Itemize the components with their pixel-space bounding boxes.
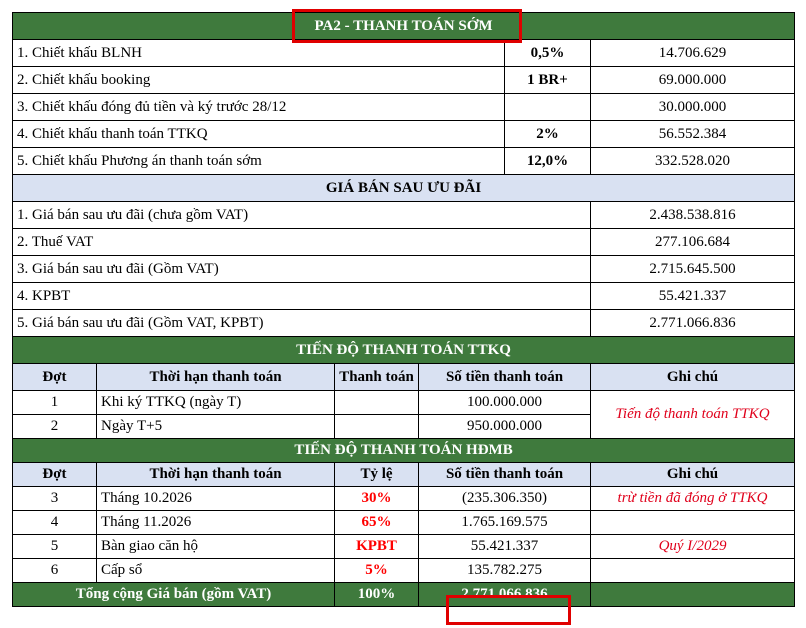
hdmb-term: Tháng 11.2026 [97,511,335,535]
discount-amount: 332.528.020 [591,148,795,175]
discount-label: 3. Chiết khấu đóng đủ tiền và ký trước 28/12 [13,94,505,121]
price-label: 1. Giá bán sau ưu đãi (chưa gồm VAT) [13,202,591,229]
hdmb-term: Cấp sổ [97,559,335,583]
hdmb-dot: 4 [13,511,97,535]
discount-amount: 14.706.629 [591,40,795,67]
hdmb-amount: (235.306.350) [419,487,591,511]
hdmb-rate: 30% [335,487,419,511]
hdmb-amount: 1.765.169.575 [419,511,591,535]
price-label: 4. KPBT [13,283,591,310]
discount-row [13,67,795,94]
col-header-rate: Tỷ lệ [335,463,419,487]
hdmb-section-header [13,439,795,463]
ttkq-pay [335,391,419,415]
total-row [13,583,795,607]
hdmb-title: TIẾN ĐỘ THANH TOÁN HĐMB [13,439,795,463]
hdmb-amount: 135.782.275 [419,559,591,583]
price-row [13,283,795,310]
total-blank [591,583,795,607]
col-header-term: Thời hạn thanh toán [97,463,335,487]
discount-rate: 1 BR+ [505,67,591,94]
hdmb-row [13,487,795,511]
discount-row [13,148,795,175]
ttkq-dot: 2 [13,415,97,439]
price-label: 5. Giá bán sau ưu đãi (Gồm VAT, KPBT) [13,310,591,337]
hdmb-term: Bàn giao căn hộ [97,535,335,559]
hdmb-column-headers [13,463,795,487]
col-header-amount: Số tiền thanh toán [419,364,591,391]
hdmb-row [13,535,795,559]
discount-rate: 2% [505,121,591,148]
ttkq-dot: 1 [13,391,97,415]
total-amount: 2.771.066.836 [419,583,591,607]
price-amount: 55.421.337 [591,283,795,310]
price-amount: 2.438.538.816 [591,202,795,229]
discount-row [13,40,795,67]
price-label: 3. Giá bán sau ưu đãi (Gồm VAT) [13,256,591,283]
payment-plan-sheet [12,12,794,607]
plan-title: PA2 - THANH TOÁN SỚM [13,13,795,40]
price-section-title: GIÁ BÁN SAU ƯU ĐÃI [13,175,795,202]
discount-rate: 12,0% [505,148,591,175]
discount-row [13,121,795,148]
price-amount: 2.715.645.500 [591,256,795,283]
total-label: Tổng cộng Giá bán (gồm VAT) [13,583,335,607]
discount-label: 5. Chiết khấu Phương án thanh toán sớm [13,148,505,175]
hdmb-rate: 5% [335,559,419,583]
price-section-header [13,175,795,202]
discount-label: 4. Chiết khấu thanh toán TTKQ [13,121,505,148]
price-row [13,310,795,337]
ttkq-note: Tiến độ thanh toán TTKQ [591,391,795,439]
ttkq-amount: 950.000.000 [419,415,591,439]
hdmb-term: Tháng 10.2026 [97,487,335,511]
col-header-term: Thời hạn thanh toán [97,364,335,391]
col-header-amount: Số tiền thanh toán [419,463,591,487]
price-amount: 277.106.684 [591,229,795,256]
discount-label: 1. Chiết khấu BLNH [13,40,505,67]
price-row [13,229,795,256]
hdmb-amount: 55.421.337 [419,535,591,559]
col-header-note: Ghi chú [591,364,795,391]
hdmb-row [13,559,795,583]
discount-label: 2. Chiết khấu booking [13,67,505,94]
ttkq-amount: 100.000.000 [419,391,591,415]
title-row [13,13,795,40]
hdmb-rate: 65% [335,511,419,535]
hdmb-note: trừ tiền đã đóng ở TTKQ [591,487,795,511]
ttkq-term: Khi ký TTKQ (ngày T) [97,391,335,415]
col-header-dot: Đợt [13,364,97,391]
discount-amount: 69.000.000 [591,67,795,94]
discount-amount: 56.552.384 [591,121,795,148]
hdmb-rate: KPBT [335,535,419,559]
price-row [13,202,795,229]
ttkq-column-headers [13,364,795,391]
ttkq-title: TIẾN ĐỘ THANH TOÁN TTKQ [13,337,795,364]
total-rate: 100% [335,583,419,607]
ttkq-pay [335,415,419,439]
hdmb-note: Quý I/2029 [591,535,795,559]
hdmb-row [13,511,795,535]
discount-rate [505,94,591,121]
discount-rate: 0,5% [505,40,591,67]
price-amount: 2.771.066.836 [591,310,795,337]
hdmb-dot: 3 [13,487,97,511]
ttkq-term: Ngày T+5 [97,415,335,439]
discount-amount: 30.000.000 [591,94,795,121]
col-header-dot: Đợt [13,463,97,487]
ttkq-row [13,391,795,415]
hdmb-dot: 5 [13,535,97,559]
hdmb-dot: 6 [13,559,97,583]
col-header-note: Ghi chú [591,463,795,487]
discount-row [13,94,795,121]
ttkq-section-header [13,337,795,364]
price-label: 2. Thuế VAT [13,229,591,256]
hdmb-note [591,511,795,535]
payment-plan-table [12,12,795,607]
hdmb-note [591,559,795,583]
col-header-payment: Thanh toán [335,364,419,391]
price-row [13,256,795,283]
